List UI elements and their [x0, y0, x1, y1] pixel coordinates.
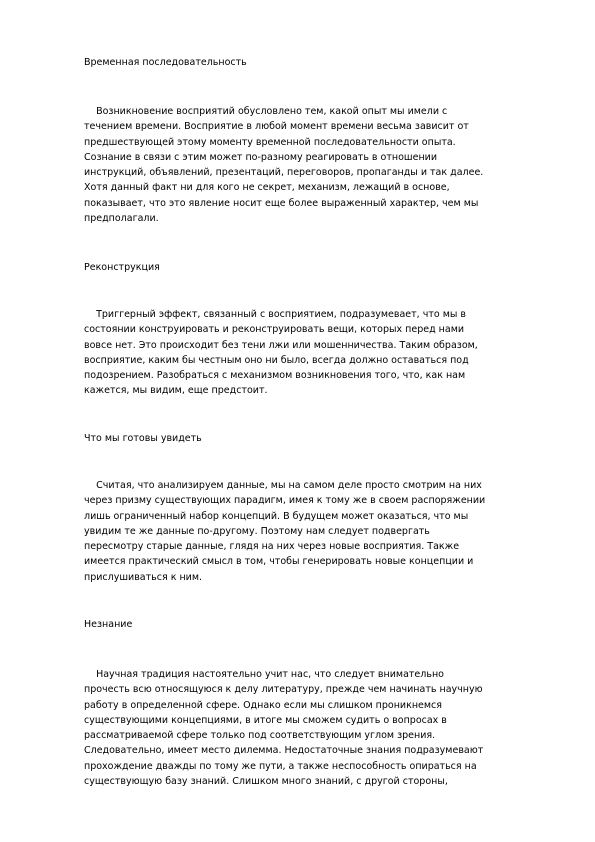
paragraph-line: восприятие, каким бы честным оно ни было, всегда должно оставаться под — [84, 354, 469, 366]
paragraph-line: имеется практический смысл в том, чтобы генерировать новые концепции и — [84, 556, 474, 568]
paragraph-line: течением времени. Восприятие в любой момент времени весьма зависит от — [84, 121, 469, 133]
section-paragraph-reconstruction — [84, 307, 554, 399]
paragraph-line: прислушиваться к ним. — [84, 571, 203, 583]
paragraph-line: Следовательно, имеет место дилемма. Недостаточные знания подразумевают — [84, 745, 484, 757]
paragraph-line: через призму существующих парадигм, имея к тому же в своем распоряжении — [84, 495, 486, 507]
section-paragraph-ready-to-see — [84, 478, 554, 585]
paragraph-line: рассматриваемой сфере только под соответствующим углом зрения. — [84, 730, 436, 742]
section-paragraph-time-sequence — [84, 104, 554, 226]
paragraph-line: работу в определенной сфере. Однако если мы слишком проникнемся — [84, 699, 442, 711]
paragraph-line: показывает, что это явление носит еще более выраженный характер, чем мы — [84, 197, 479, 209]
paragraph-line: Считая, что анализируем данные, мы на самом деле просто смотрим на них — [84, 480, 482, 491]
paragraph-line: Хотя данный факт ни для кого не секрет, механизм, лежащий в основе, — [84, 182, 450, 194]
paragraph-line: существующую базу знаний. Слишком много знаний, с другой стороны, — [84, 776, 448, 788]
paragraph-line: предшествующей этому моменту временной последовательности опыта. — [84, 136, 456, 148]
paragraph-line: прочесть всю относящуюся к делу литературу, прежде чем начинать научную — [84, 684, 483, 696]
paragraph-line: Триггерный эффект, связанный с восприятием, подразумевает, что мы в — [84, 309, 466, 320]
paragraph-line: кажется, мы видим, еще предстоит. — [84, 385, 268, 397]
section-heading-reconstruction: Реконструкция — [84, 262, 160, 273]
paragraph-line: Научная традиция настоятельно учит нас, что следует внимательно — [84, 669, 444, 680]
paragraph-line: прохождение дважды по тому же пути, а также неспособность опираться на — [84, 760, 477, 772]
paragraph-line: существующими концепциями, в итоге мы сможем судить о вопросах в — [84, 714, 447, 726]
paragraph-line: Сознание в связи с этим может по-разному реагировать в отношении — [84, 151, 438, 163]
paragraph-line: предполагали. — [84, 213, 159, 225]
section-heading-time-sequence: Временная последовательность — [84, 57, 247, 68]
section-paragraph-ignorance — [84, 667, 554, 789]
paragraph-line: пересмотру старые данные, глядя на них через новые восприятия. Также — [84, 541, 460, 553]
paragraph-line: увидим те же данные по-другому. Поэтому нам следует подвергать — [84, 525, 430, 537]
paragraph-line: вовсе нет. Это происходит без тени лжи или мошенничества. Таким образом, — [84, 339, 478, 351]
paragraph-line: Возникновение восприятий обусловлено тем, какой опыт мы имели с — [84, 106, 448, 117]
paragraph-line: лишь ограниченный набор концепций. В будущем может оказаться, что мы — [84, 510, 469, 522]
paragraph-line: состоянии конструировать и реконструировать вещи, которых перед нами — [84, 324, 465, 336]
section-heading-ready-to-see: Что мы готовы увидеть — [84, 433, 202, 444]
paragraph-line: подозрением. Разобраться с механизмом возникновения того, что, как нам — [84, 370, 466, 382]
section-heading-ignorance: Незнание — [84, 619, 133, 630]
paragraph-line: инструкций, объявлений, презентаций, переговоров, пропаганды и так далее. — [84, 167, 484, 179]
